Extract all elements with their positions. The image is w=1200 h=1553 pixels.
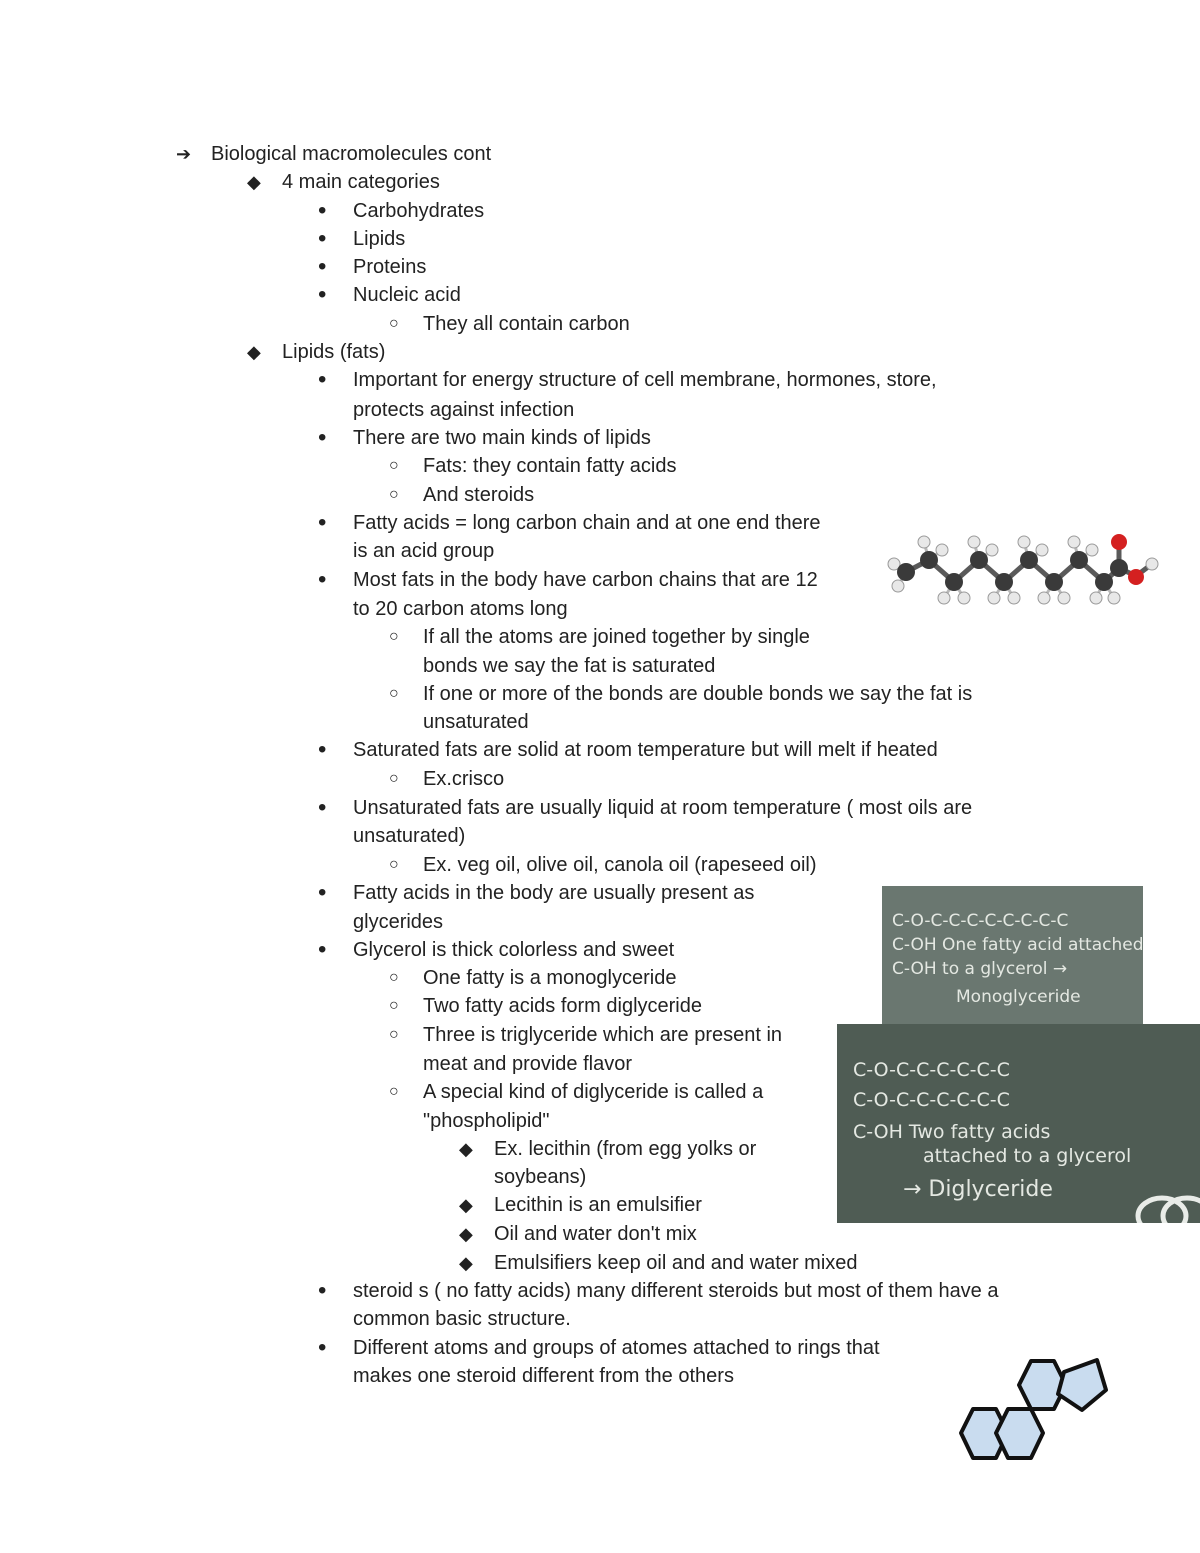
circle-bullet-icon: ○ [389, 486, 399, 503]
diamond-bullet-icon: ◆ [459, 1139, 473, 1159]
outline-line: Ex. veg oil, olive oil, canola oil (rapeseed oil) [423, 854, 817, 876]
dot-bullet-icon: • [318, 794, 327, 821]
chalk-text: C-OH to a glycerol → [892, 959, 1068, 979]
steroid-ring-structure-icon [946, 1352, 1111, 1468]
outline-line: glycerides [353, 911, 444, 933]
circle-bullet-icon: ○ [389, 685, 399, 702]
outline-line: Ex.crisco [423, 768, 505, 790]
outline-line: bonds we say the fat is saturated [423, 655, 716, 677]
outline-line: Lipids [353, 228, 406, 250]
chalk-text: C-O-C-C-C-C-C-C [853, 1089, 1010, 1111]
outline-line: Biological macromolecules cont [211, 143, 492, 165]
diamond-bullet-icon: ◆ [247, 342, 261, 362]
circle-bullet-icon: ○ [389, 628, 399, 645]
dot-bullet-icon: • [318, 1334, 327, 1361]
diamond-bullet-icon: ◆ [459, 1253, 473, 1273]
outline-line: to 20 carbon atoms long [353, 598, 568, 620]
outline-line: Fatty acids in the body are usually present as [353, 882, 755, 904]
outline-line: They all contain carbon [423, 313, 630, 335]
chalk-text: → Diglyceride [903, 1177, 1053, 1202]
outline-line: soybeans) [494, 1166, 587, 1188]
outline-line: "phospholipid" [423, 1110, 550, 1132]
dot-bullet-icon: • [318, 736, 327, 763]
outline-line: Fats: they contain fatty acids [423, 455, 677, 477]
outline-line: Saturated fats are solid at room temperature but will melt if heated [353, 739, 938, 761]
dot-bullet-icon: • [318, 197, 327, 224]
outline-line: common basic structure. [353, 1308, 571, 1330]
outline-line: Important for energy structure of cell membrane, hormones, store, [353, 369, 937, 391]
dot-bullet-icon: • [318, 253, 327, 280]
dot-bullet-icon: • [318, 566, 327, 593]
dot-bullet-icon: • [318, 936, 327, 963]
outline-line: Unsaturated fats are usually liquid at room temperature ( most oils are [353, 797, 973, 819]
outline-line: Glycerol is thick colorless and sweet [353, 939, 675, 961]
outline-line: Fatty acids = long carbon chain and at one end there [353, 512, 821, 534]
outline-line: Different atoms and groups of atomes attached to rings that [353, 1337, 880, 1359]
outline-line: steroid s ( no fatty acids) many different steroids but most of them have a [353, 1280, 999, 1302]
outline-line: And steroids [423, 484, 535, 506]
monoglyceride-chalkboard-photo [882, 886, 1143, 1026]
outline-line: Three is triglyceride which are present in [423, 1024, 783, 1046]
outline-line: Two fatty acids form diglyceride [423, 995, 702, 1017]
outline-line: Nucleic acid [353, 284, 461, 306]
outline-line: Ex. lecithin (from egg yolks or [494, 1138, 757, 1160]
fatty-acid-molecule-image [884, 520, 1164, 612]
dot-bullet-icon: • [318, 225, 327, 252]
dot-bullet-icon: • [318, 281, 327, 308]
outline-line: makes one steroid different from the others [353, 1365, 734, 1387]
dot-bullet-icon: • [318, 1277, 327, 1304]
outline-line: Carbohydrates [353, 200, 485, 222]
circle-bullet-icon: ○ [389, 457, 399, 474]
diamond-bullet-icon: ◆ [459, 1195, 473, 1215]
diamond-bullet-icon: ◆ [459, 1224, 473, 1244]
circle-bullet-icon: ○ [389, 770, 399, 787]
dot-bullet-icon: • [318, 366, 327, 393]
outline-line: unsaturated [423, 711, 529, 733]
circle-bullet-icon: ○ [389, 969, 399, 986]
dot-bullet-icon: • [318, 424, 327, 451]
outline-line: is an acid group [353, 540, 495, 562]
outline-line: Oil and water don't mix [494, 1223, 697, 1245]
circle-bullet-icon: ○ [389, 856, 399, 873]
chalk-text: Monoglyceride [956, 987, 1081, 1007]
outline-line: A special kind of diglyceride is called a [423, 1081, 764, 1103]
chalk-text: C-OH One fatty acid attached [892, 935, 1143, 955]
outline-line: Most fats in the body have carbon chains that are 12 [353, 569, 818, 591]
chalk-text: attached to a glycerol [923, 1145, 1132, 1167]
outline-line: Lipids (fats) [282, 341, 386, 363]
outline-line: If all the atoms are joined together by single [423, 626, 810, 648]
outline-line: meat and provide flavor [423, 1053, 633, 1075]
outline-line: protects against infection [353, 399, 575, 421]
circle-bullet-icon: ○ [389, 315, 399, 332]
diamond-bullet-icon: ◆ [247, 172, 261, 192]
outline-line: 4 main categories [282, 171, 440, 193]
circle-bullet-icon: ○ [389, 1083, 399, 1100]
outline-line: There are two main kinds of lipids [353, 427, 651, 449]
outline-line: If one or more of the bonds are double bonds we say the fat is [423, 683, 973, 705]
arrow-bullet-icon: ➔ [176, 144, 192, 164]
outline-line: One fatty is a monoglyceride [423, 967, 677, 989]
outline-line: unsaturated) [353, 825, 466, 847]
circle-bullet-icon: ○ [389, 997, 399, 1014]
chalk-text: C-OH Two fatty acids [853, 1121, 1051, 1143]
chalk-text: C-O-C-C-C-C-C-C-C-C [892, 911, 1069, 931]
circle-bullet-icon: ○ [389, 1026, 399, 1043]
diglyceride-chalkboard-photo [837, 1024, 1200, 1223]
dot-bullet-icon: • [318, 879, 327, 906]
outline-line: Lecithin is an emulsifier [494, 1194, 702, 1216]
outline-line: Proteins [353, 256, 427, 278]
dot-bullet-icon: • [318, 509, 327, 536]
outline-line: Emulsifiers keep oil and and water mixed [494, 1252, 858, 1274]
chalk-text: C-O-C-C-C-C-C-C [853, 1059, 1010, 1081]
